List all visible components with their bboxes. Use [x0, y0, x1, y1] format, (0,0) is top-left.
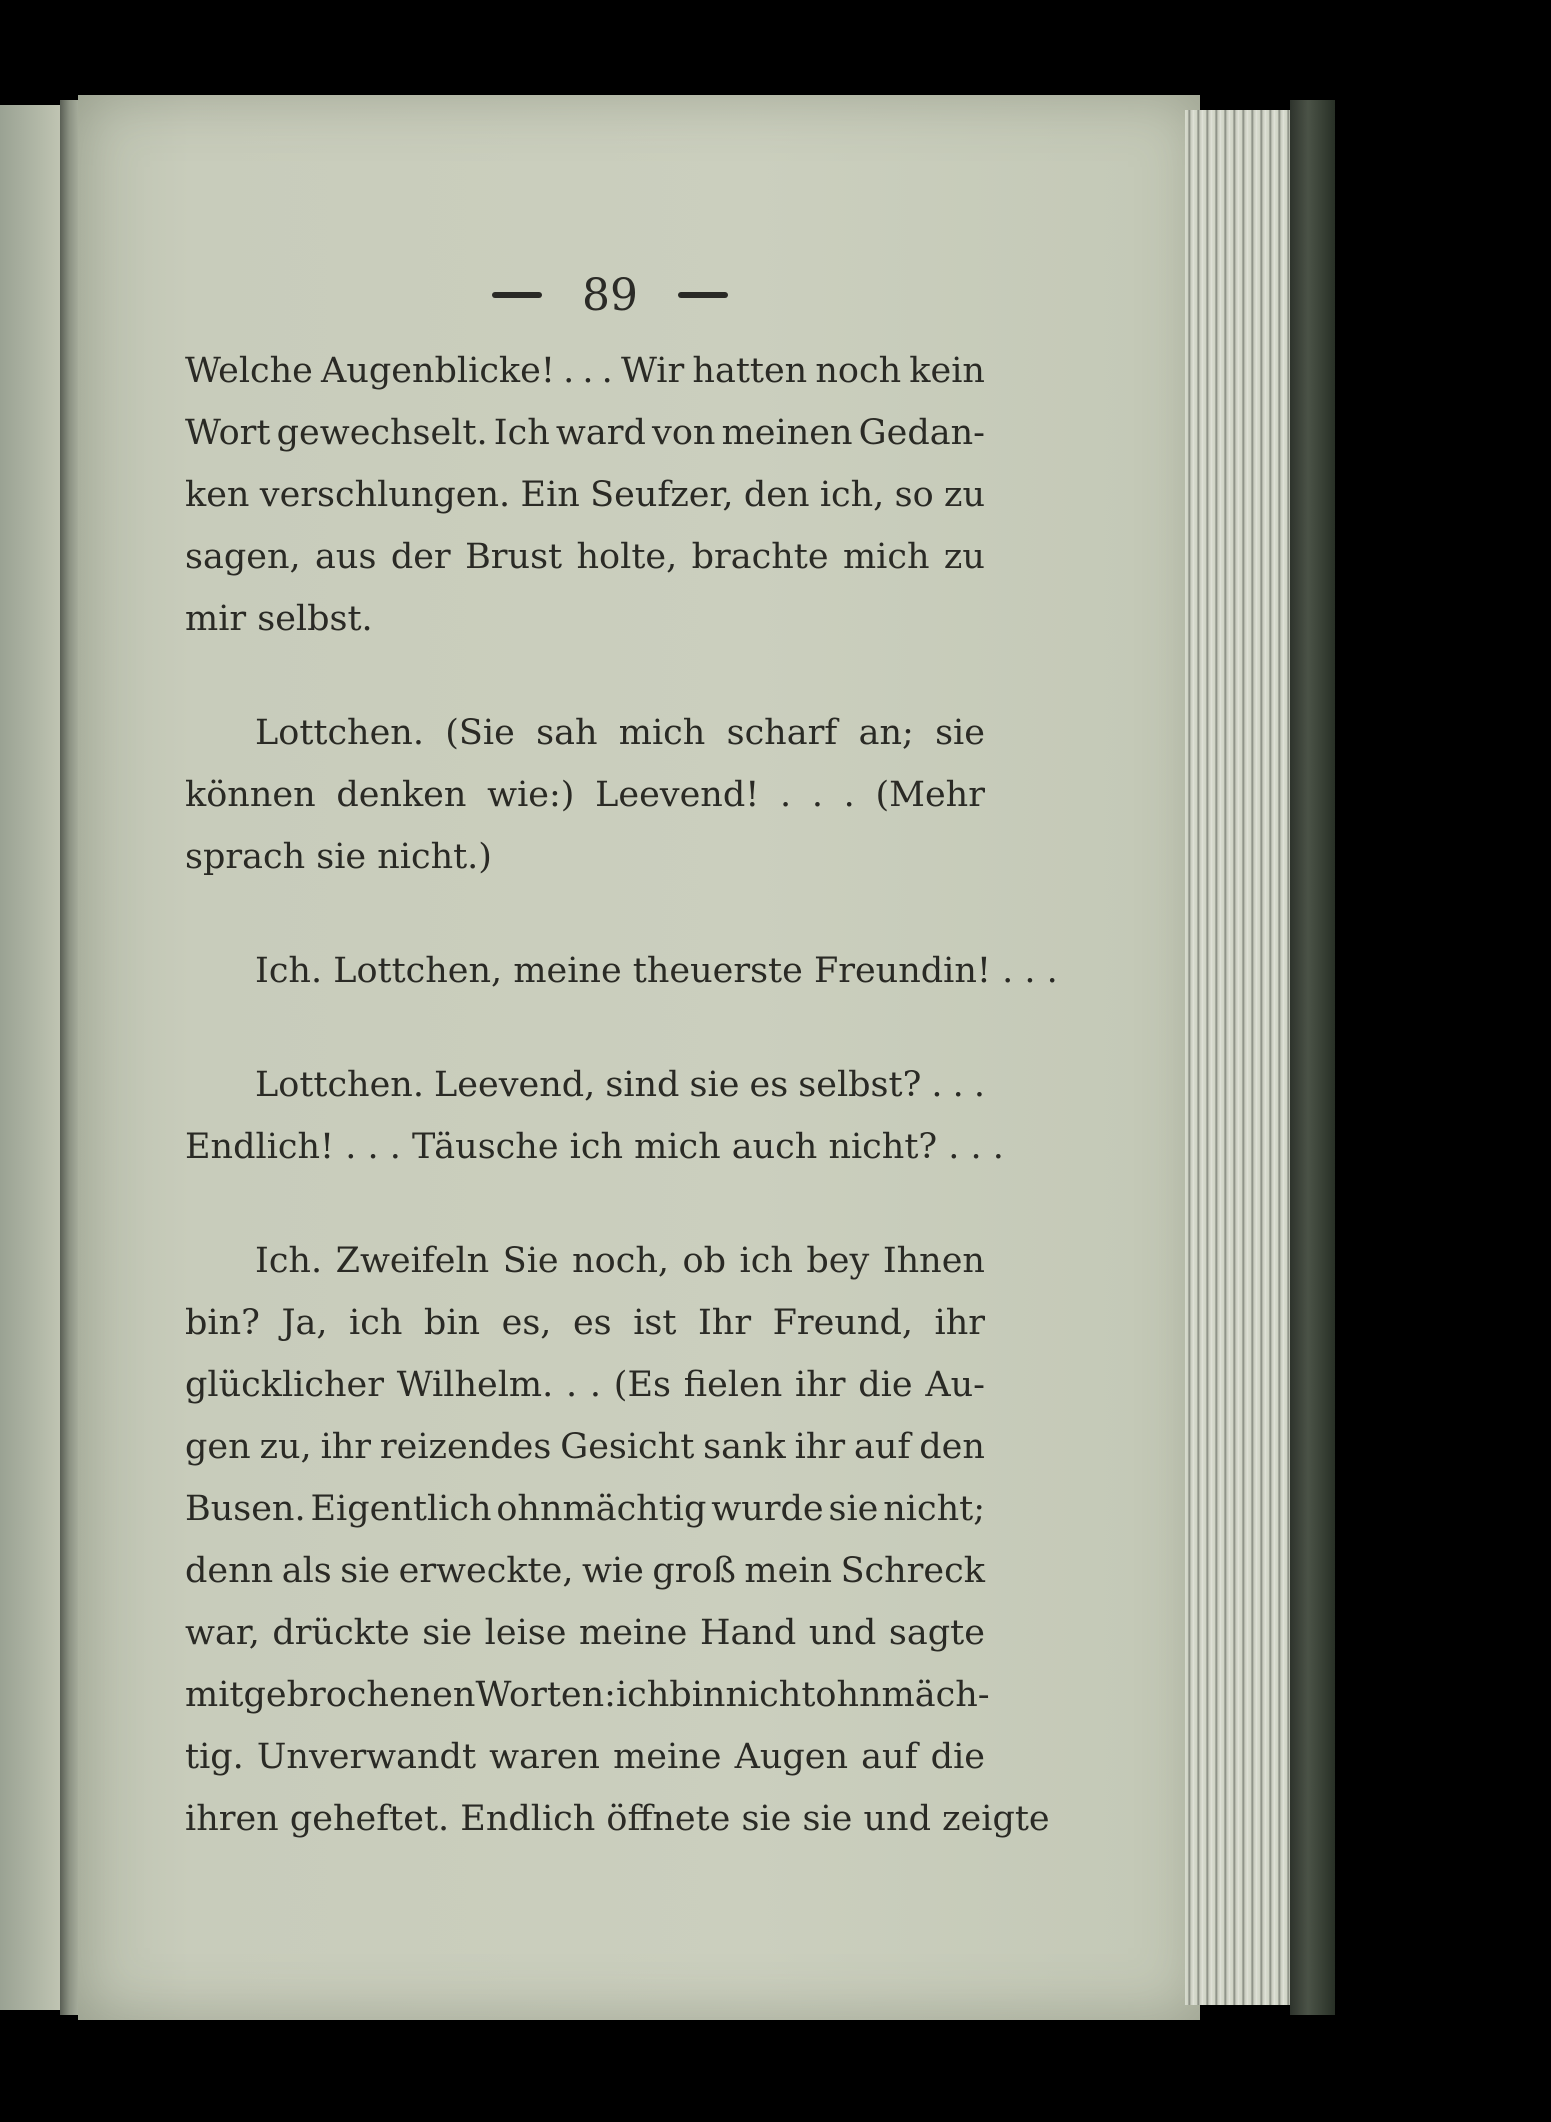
page-edges [1185, 110, 1295, 2005]
text-line: Wort gewechselt. Ich ward von meinen Gedan- [185, 413, 985, 453]
text-line: mit gebrochenen Worten: ich bin nicht ohnmäch- [185, 1675, 990, 1715]
paragraph-gap [185, 888, 985, 940]
text-line: Lottchen. Leevend, sind sie es selbst? . . . [255, 1065, 985, 1105]
text-line: Busen. Eigentlich ohnmächtig wurde sie nicht; [185, 1489, 985, 1529]
text-line: Ich. Lottchen, meine theuerste Freundin! . . . [255, 951, 1058, 991]
paragraph [185, 340, 985, 650]
text-line: glücklicher Wilhelm. . . (Es fielen ihr die Au- [185, 1365, 985, 1405]
text-line: Lottchen. (Sie sah mich scharf an; sie [255, 713, 985, 753]
paragraph [185, 1230, 1050, 1850]
text-line: Endlich! . . . Täusche ich mich auch nicht? . . . [185, 1127, 1004, 1167]
text-line: tig. Unverwandt waren meine Augen auf die [185, 1737, 985, 1777]
book-cover-edge [1290, 100, 1335, 2015]
text-line: sprach sie nicht.) [185, 837, 492, 877]
paragraph-gap [185, 650, 985, 702]
text-line: sagen, aus der Brust holte, brachte mich zu [185, 537, 985, 577]
header-ornament-right [678, 292, 728, 298]
paragraph [185, 702, 985, 888]
text-line: mir selbst. [185, 599, 373, 639]
text-line: bin? Ja, ich bin es, es ist Ihr Freund, ihr [185, 1303, 985, 1343]
paragraph [185, 1054, 1004, 1178]
text-line: war, drückte sie leise meine Hand und sagte [185, 1613, 985, 1653]
text-line: ken verschlungen. Ein Seufzer, den ich, so zu [185, 475, 985, 515]
text-line: können denken wie:) Leevend! . . . (Mehr [185, 775, 985, 815]
body-text [185, 340, 1058, 1850]
text-line: gen zu, ihr reizendes Gesicht sank ihr auf den [185, 1427, 985, 1467]
page-header [380, 265, 840, 325]
text-line: denn als sie erweckte, wie groß mein Schreck [185, 1551, 985, 1591]
text-line: ihren geheftet. Endlich öffnete sie sie und zeigte [185, 1799, 1050, 1839]
text-line: Welche Augenblicke! . . . Wir hatten noch kein [185, 351, 985, 391]
text-line: Ich. Zweifeln Sie noch, ob ich bey Ihnen [255, 1241, 985, 1281]
left-page-edge [0, 105, 68, 2010]
paragraph-gap [185, 1178, 985, 1230]
paragraph [185, 940, 1058, 1002]
page-number: 89 [582, 269, 638, 321]
paragraph-gap [185, 1002, 985, 1054]
header-ornament-left [492, 292, 542, 298]
